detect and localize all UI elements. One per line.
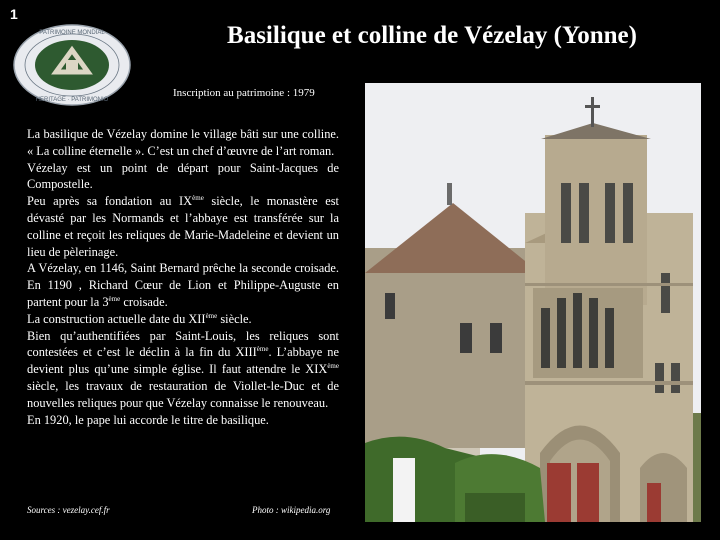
basilica-photo (365, 83, 701, 522)
description-text (27, 126, 339, 428)
photo-credit: Photo : wikipedia.org (252, 505, 331, 515)
paragraph-basilica: En 1920, le pape lui accorde le titre de basilique. (27, 412, 269, 427)
inscription-date: Inscription au patrimoine : 1979 (173, 87, 315, 99)
paragraph-relics: Bien qu’authentifiées par Saint-Louis, les reliques sont contestées et c’est le déclin à la fin du XIIIème. L’abbaye ne devient plus qu’une simple église. Il faut attendre le XIXème siècle, les travaux de restauration de Viollet-le-Duc et de nouvelles reliques pour que Vézelay connaisse le renouveau. (27, 328, 339, 410)
sources-credit: Sources : vezelay.cef.fr (27, 505, 110, 515)
slide-number: 1 (10, 6, 18, 22)
paragraph-construction: La construction actuelle date du XIIème siècle. (27, 311, 252, 326)
world-heritage-emblem-icon (12, 24, 132, 106)
page-title: Basilique et colline de Vézelay (Yonne) (227, 22, 637, 49)
paragraph-intro: La basilique de Vézelay domine le village bâti sur une colline. « La colline éternelle ». C’est un chef d’œuvre de l’art roman. (27, 127, 339, 158)
paragraph-foundation: Peu après sa fondation au IXème siècle, le monastère est dévasté par les Normands et l’abbaye est transférée sur la colline et reçoit les reliques de Marie-Madeleine et devient un lieu de pèlerinage. (27, 194, 339, 259)
paragraph-compostelle: Vézelay est un point de départ pour Saint-Jacques de Compostelle. (27, 160, 339, 192)
paragraph-crusades: A Vézelay, en 1146, Saint Bernard prêche la seconde croisade. En 1190 , Richard Cœur de Lion et Philippe-Auguste en partent pour la 3ème croisade. (27, 261, 339, 309)
svg-text:PATRIMOINE MONDIAL: PATRIMOINE MONDIAL (39, 30, 105, 36)
svg-text:HERITAGE · PATRIMONIO: HERITAGE · PATRIMONIO (35, 97, 109, 103)
